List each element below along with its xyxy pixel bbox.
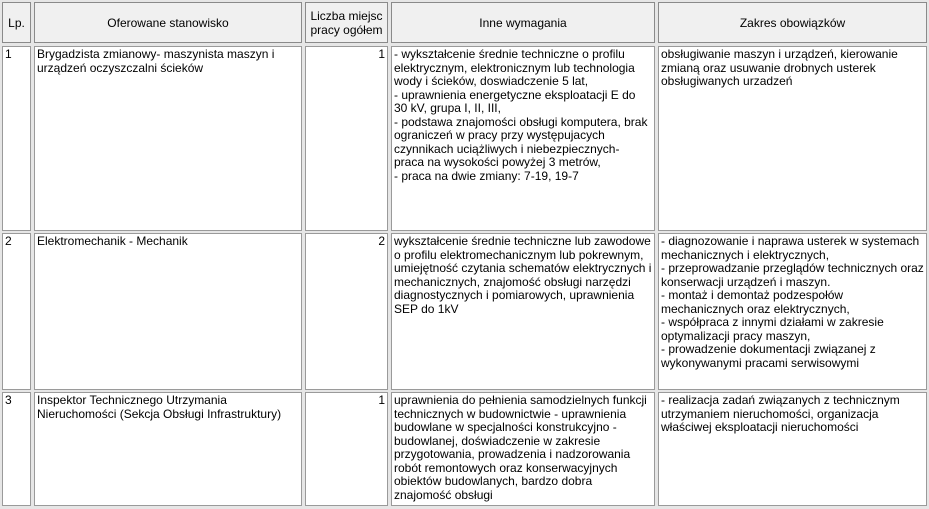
header-position: Oferowane stanowisko: [34, 2, 302, 43]
table-row-1-position: Brygadzista zmianowy- maszynista maszyn i urządzeń oczyszczalni ścieków: [34, 46, 302, 231]
header-lp: Lp.: [2, 2, 31, 43]
table-row-2-lp: 2: [2, 233, 31, 390]
table-row-2-count: 2: [305, 233, 388, 390]
header-count: Liczba miejsc pracy ogółem: [305, 2, 388, 43]
table-row-3-requirements: uprawnienia do pełnienia samodzielnych funkcji technicznych w budownictwie - uprawnienia budowlane w specjalności konstrukcyjno - budowlanej, doświadczenie w zakresie przygotowania, prowadzenia i nadzorowania robót remontowych oraz konserwacyjnych obiektów budowlanych, bardzo dobra znajomość obsługi: [391, 392, 655, 506]
table-row-3-position: Inspektor Technicznego Utrzymania Nieruchomości (Sekcja Obsługi Infrastruktury): [34, 392, 302, 506]
table-row-2-requirements: wykształcenie średnie techniczne lub zawodowe o profilu elektromechanicznym lub pokrewnym, umiejętność czytania schematów elektrycznych i mechanicznych, znajomość obsługi narzędzi diagnostycznych i pomiarowych, uprawnienia SEP do 1kV: [391, 233, 655, 390]
header-requirements: Inne wymagania: [391, 2, 655, 43]
table-row-2-duties: - diagnozowanie i naprawa usterek w systemach mechanicznych i elektrycznych, - przeprowadzanie przeglądów technicznych oraz konserwacji urządzeń i maszyn. - montaż i demontaż podzespołów mechanicznych oraz elektrycznych, - współpraca z innymi działami w zakresie optymalizacji pracy maszyn, - prowadzenie dokumentacji związanej z wykonywanymi pracami serwisowymi: [658, 233, 927, 390]
table-row-2-position: Elektromechanik - Mechanik: [34, 233, 302, 390]
table-row-1-duties: obsługiwanie maszyn i urządzeń, kierowanie zmianą oraz usuwanie drobnych usterek obsługiwanych urzadzeń: [658, 46, 927, 231]
table-row-3-lp: 3: [2, 392, 31, 506]
header-duties: Zakres obowiązków: [658, 2, 927, 43]
table-row-1-lp: 1: [2, 46, 31, 231]
table-row-1-requirements: - wykształcenie średnie techniczne o profilu elektrycznym, elektronicznym lub technologia wody i ścieków, doswiadczenie 5 lat, - uprawnienia energetyczne eksploatacji E do 30 kV, grupa I, II, III, - podstawa znajomości obsługi komputera, brak ograniczeń w pracy przy występujacych czynnikach uciążliwych i niebezpiecznych- praca na wysokości powyżej 3 metrów, - praca na dwie zmiany: 7-19, 19-7: [391, 46, 655, 231]
table-row-3-duties: - realizacja zadań związanych z technicznym utrzymaniem nieruchomości, organizacja właściwej eksploatacji nieruchomości: [658, 392, 927, 506]
table-row-1-count: 1: [305, 46, 388, 231]
table-row-3-count: 1: [305, 392, 388, 506]
